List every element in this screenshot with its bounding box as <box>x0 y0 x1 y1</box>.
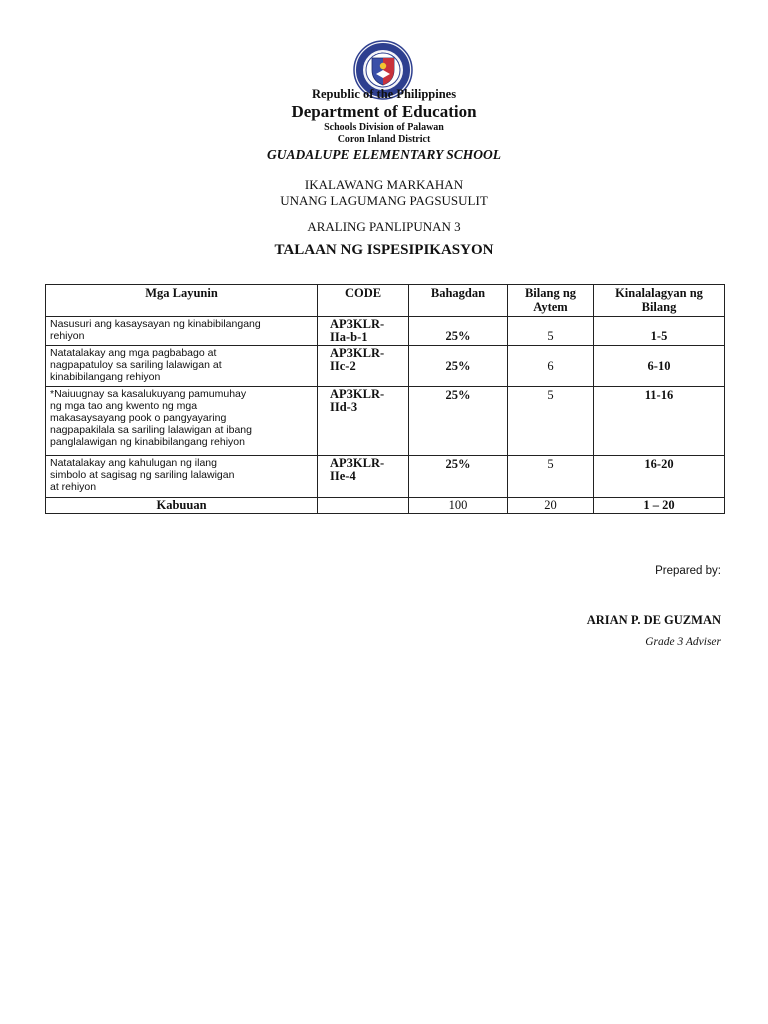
column-header-item-placement: Kinalalagyan ng Bilang <box>594 285 725 317</box>
table-row <box>46 317 725 346</box>
column-header-objectives: Mga Layunin <box>46 285 318 317</box>
total-placement: 1 – 20 <box>594 498 725 514</box>
table-row <box>46 346 725 387</box>
percentage-cell: 25% <box>409 456 508 498</box>
percentage-cell: 25% <box>409 346 508 387</box>
total-label: Kabuuan <box>46 498 318 514</box>
table-title: TALAAN NG ISPESIPIKASYON <box>274 242 494 258</box>
signer-position: Grade 3 Adviser <box>645 636 721 648</box>
item-count-cell: 6 <box>508 346 594 387</box>
quarter-heading: IKALAWANG MARKAHAN <box>304 177 464 192</box>
total-row <box>46 498 725 514</box>
test-heading: UNANG LAGUMANG PAGSUSULIT <box>280 193 488 208</box>
total-percentage: 100 <box>409 498 508 514</box>
column-header-percentage: Bahagdan <box>409 285 508 317</box>
item-count-cell: 5 <box>508 456 594 498</box>
objective-cell: Natatalakay ang kahulugan ng ilang simbolo at sagisag ng sariling lalawigan at rehiyon <box>46 456 318 498</box>
percentage-cell: 25% <box>409 317 508 346</box>
placement-cell: 16-20 <box>594 456 725 498</box>
code-cell: AP3KLR- IIc-2 <box>318 346 409 387</box>
objective-cell: *Naiuugnay sa kasalukuyang pamumuhay ng mga tao ang kwento ng mga makasaysayang pook o pangyayaring nagpapakilala sa sariling lalawigan at ibang panglalawigan ng kinabibilangang rehiyon <box>46 387 318 456</box>
total-code-cell <box>318 498 409 514</box>
objective-cell: Nasusuri ang kasaysayan ng kinabibilangang rehiyon <box>46 317 318 346</box>
code-cell: AP3KLR- IId-3 <box>318 387 409 456</box>
item-count-cell: 5 <box>508 387 594 456</box>
department-heading: Department of Education <box>291 102 477 121</box>
prepared-by-label: Prepared by: <box>655 565 721 577</box>
percentage-cell: 25% <box>409 387 508 456</box>
table-header-row <box>46 285 725 317</box>
item-count-cell: 5 <box>508 317 594 346</box>
district-heading: Coron Inland District <box>337 134 431 145</box>
table-row <box>46 456 725 498</box>
code-cell: AP3KLR- IIe-4 <box>318 456 409 498</box>
table-row <box>46 387 725 456</box>
division-heading: Schools Division of Palawan <box>324 122 444 133</box>
placement-cell: 6-10 <box>594 346 725 387</box>
placement-cell: 1-5 <box>594 317 725 346</box>
school-heading: GUADALUPE ELEMENTARY SCHOOL <box>266 147 502 162</box>
column-header-code: CODE <box>318 285 409 317</box>
column-header-item-count: Bilang ng Aytem <box>508 285 594 317</box>
code-cell: AP3KLR- IIa-b-1 <box>318 317 409 346</box>
placement-cell: 11-16 <box>594 387 725 456</box>
republic-heading: Republic of the Philippines <box>311 87 457 101</box>
specification-table <box>45 284 725 514</box>
total-item-count: 20 <box>508 498 594 514</box>
signer-name: ARIAN P. DE GUZMAN <box>586 613 721 627</box>
subject-heading: ARALING PANLIPUNAN 3 <box>307 219 461 234</box>
objective-cell: Natatalakay ang mga pagbabago at nagpapatuloy sa sariling lalawigan at kinabibilangang rehiyon <box>46 346 318 387</box>
